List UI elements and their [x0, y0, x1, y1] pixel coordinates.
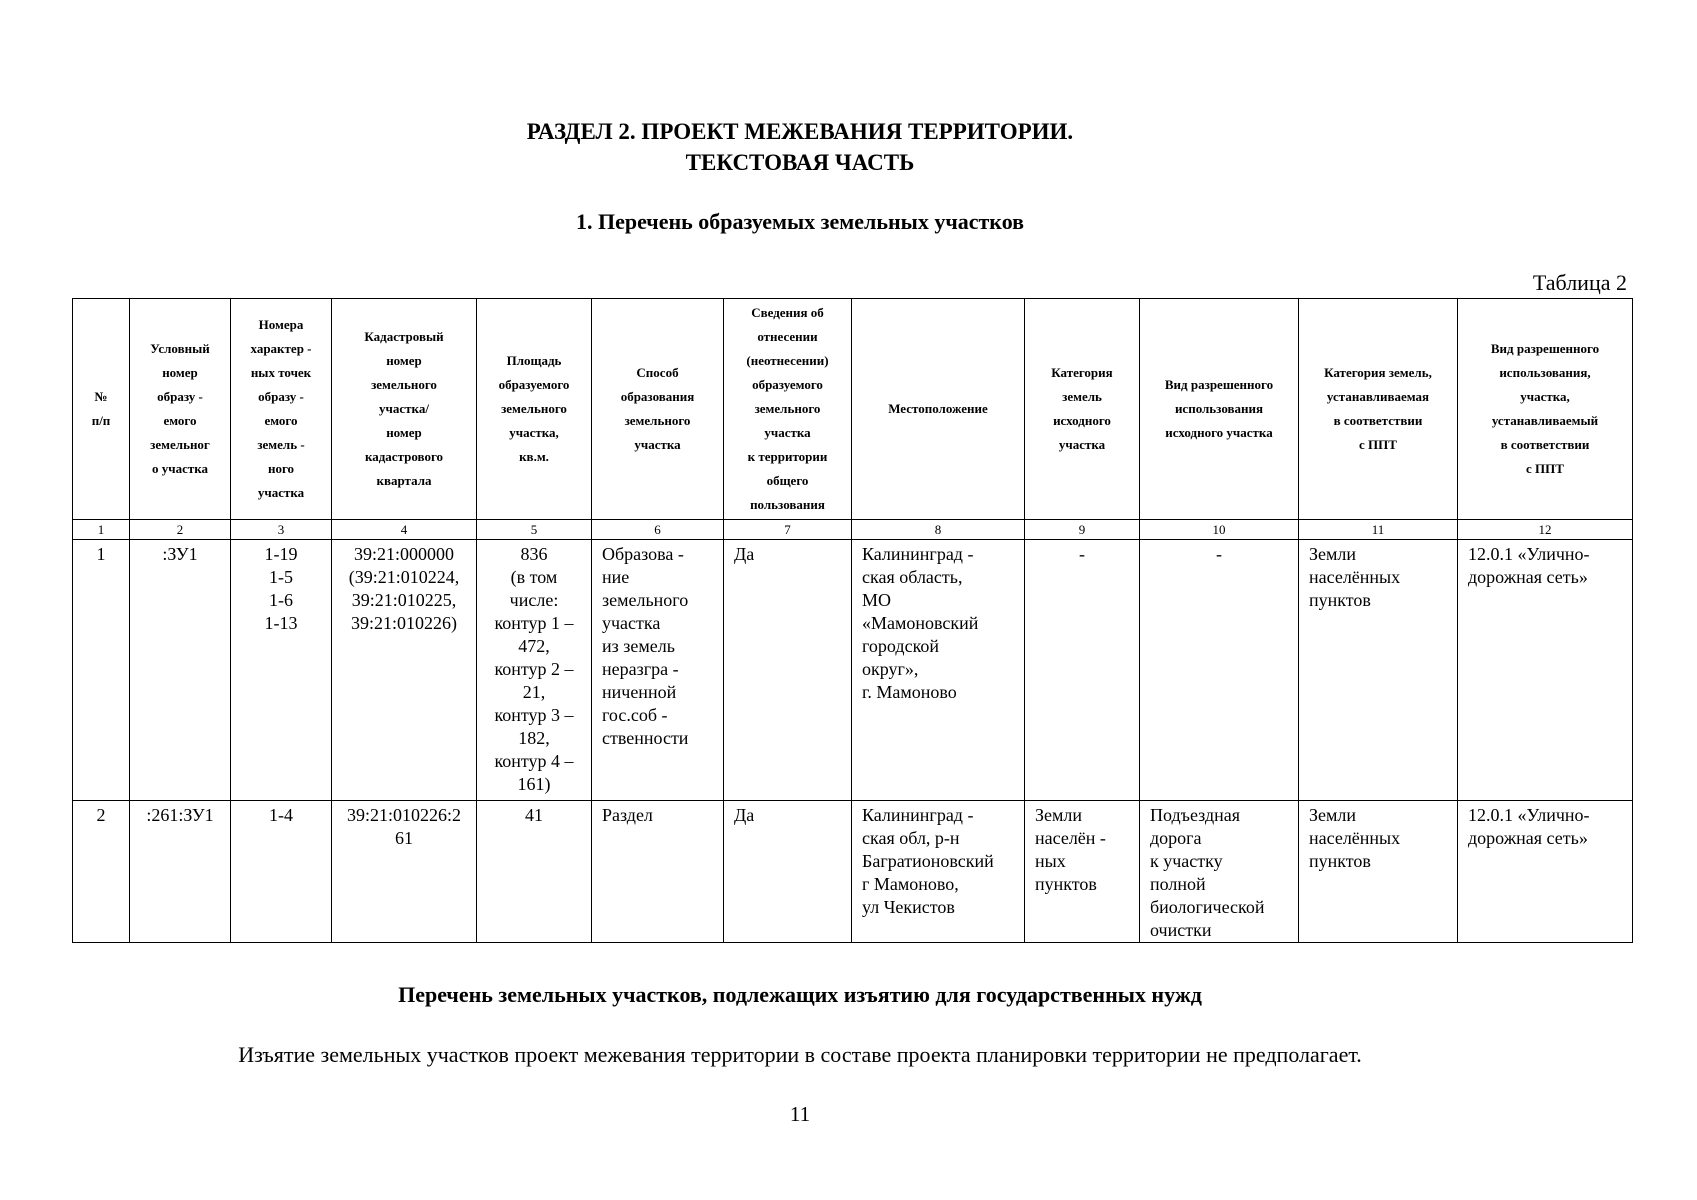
seizure-note-paragraph: Изъятие земельных участков проект межевания территории в составе проекта планировки территории не предполагает.	[238, 1042, 1362, 1067]
column-number: 11	[1299, 520, 1458, 540]
column-header: Условный номер образу - емого земельног о участка	[130, 299, 231, 520]
cell-plot-id: :261:ЗУ1	[130, 801, 231, 943]
column-number: 5	[477, 520, 592, 540]
table-row	[73, 801, 1633, 943]
column-number: 4	[332, 520, 477, 540]
cell-formation-method: Образова - ние земельного участка из земель неразгра - ниченной гос.соб - ственности	[592, 540, 724, 801]
column-header: Кадастровый номер земельного участка/ номер кадастрового квартала	[332, 299, 477, 520]
cell-row-number: 2	[73, 801, 130, 943]
column-number: 3	[231, 520, 332, 540]
table-row	[73, 540, 1633, 801]
cell-public-use: Да	[724, 540, 852, 801]
cell-source-use: Подъездная дорога к участку полной биологической очистки	[1140, 801, 1299, 943]
section-subtitle: 1. Перечень образуемых земельных участков	[575, 209, 1025, 234]
column-number: 12	[1458, 520, 1633, 540]
column-header: Площадь образуемого земельного участка, кв.м.	[477, 299, 592, 520]
seizure-list-heading: Перечень земельных участков, подлежащих изъятию для государственных нужд	[398, 982, 1202, 1007]
column-number: 6	[592, 520, 724, 540]
column-number: 2	[130, 520, 231, 540]
column-header: Местоположение	[852, 299, 1025, 520]
column-header: Вид разрешенного использования, участка, устанавливаемый в соответствии с ППТ	[1458, 299, 1633, 520]
section-title-line-1: РАЗДЕЛ 2. ПРОЕКТ МЕЖЕВАНИЯ ТЕРРИТОРИИ.	[526, 119, 1074, 144]
column-number: 7	[724, 520, 852, 540]
cell-public-use: Да	[724, 801, 852, 943]
land-plots-table	[72, 298, 1633, 943]
cell-point-numbers: 1-4	[231, 801, 332, 943]
cell-cadastral-number: 39:21:010226:2 61	[332, 801, 477, 943]
cell-plot-id: :ЗУ1	[130, 540, 231, 801]
section-title-line-2: ТЕКСТОВАЯ ЧАСТЬ	[685, 150, 915, 175]
cell-ppt-category: Земли населённых пунктов	[1299, 540, 1458, 801]
cell-location: Калининград - ская область, МО «Мамоновский городской округ», г. Мамоново	[852, 540, 1025, 801]
table-header-row	[73, 299, 1633, 520]
cell-source-category: Земли населён - ных пунктов	[1025, 801, 1140, 943]
column-header: Сведения об отнесении (неотнесении) образуемого земельного участка к территории общего пользования	[724, 299, 852, 520]
cell-point-numbers: 1-19 1-5 1-6 1-13	[231, 540, 332, 801]
column-number-row	[73, 520, 1633, 540]
cell-row-number: 1	[73, 540, 130, 801]
column-header: № п/п	[73, 299, 130, 520]
column-number: 9	[1025, 520, 1140, 540]
cell-location: Калининград - ская обл, р-н Багратионовский г Мамоново, ул Чекистов	[852, 801, 1025, 943]
cell-ppt-category: Земли населённых пунктов	[1299, 801, 1458, 943]
column-header: Категория земель исходного участка	[1025, 299, 1140, 520]
cell-ppt-use: 12.0.1 «Улично- дорожная сеть»	[1458, 540, 1633, 801]
cell-cadastral-number: 39:21:000000 (39:21:010224, 39:21:010225, 39:21:010226)	[332, 540, 477, 801]
column-header: Способ образования земельного участка	[592, 299, 724, 520]
cell-source-use: -	[1140, 540, 1299, 801]
column-number: 8	[852, 520, 1025, 540]
table-caption: Таблица 2	[1532, 270, 1627, 295]
cell-source-category: -	[1025, 540, 1140, 801]
column-number: 1	[73, 520, 130, 540]
cell-formation-method: Раздел	[592, 801, 724, 943]
cell-area: 41	[477, 801, 592, 943]
column-header: Вид разрешенного использования исходного участка	[1140, 299, 1299, 520]
page-number: 11	[789, 1102, 811, 1126]
column-header: Категория земель, устанавливаемая в соответствии с ППТ	[1299, 299, 1458, 520]
cell-ppt-use: 12.0.1 «Улично- дорожная сеть»	[1458, 801, 1633, 943]
column-header: Номера характер - ных точек образу - емого земель - ного участка	[231, 299, 332, 520]
column-number: 10	[1140, 520, 1299, 540]
cell-area: 836 (в том числе: контур 1 – 472, контур 2 – 21, контур 3 – 182, контур 4 – 161)	[477, 540, 592, 801]
